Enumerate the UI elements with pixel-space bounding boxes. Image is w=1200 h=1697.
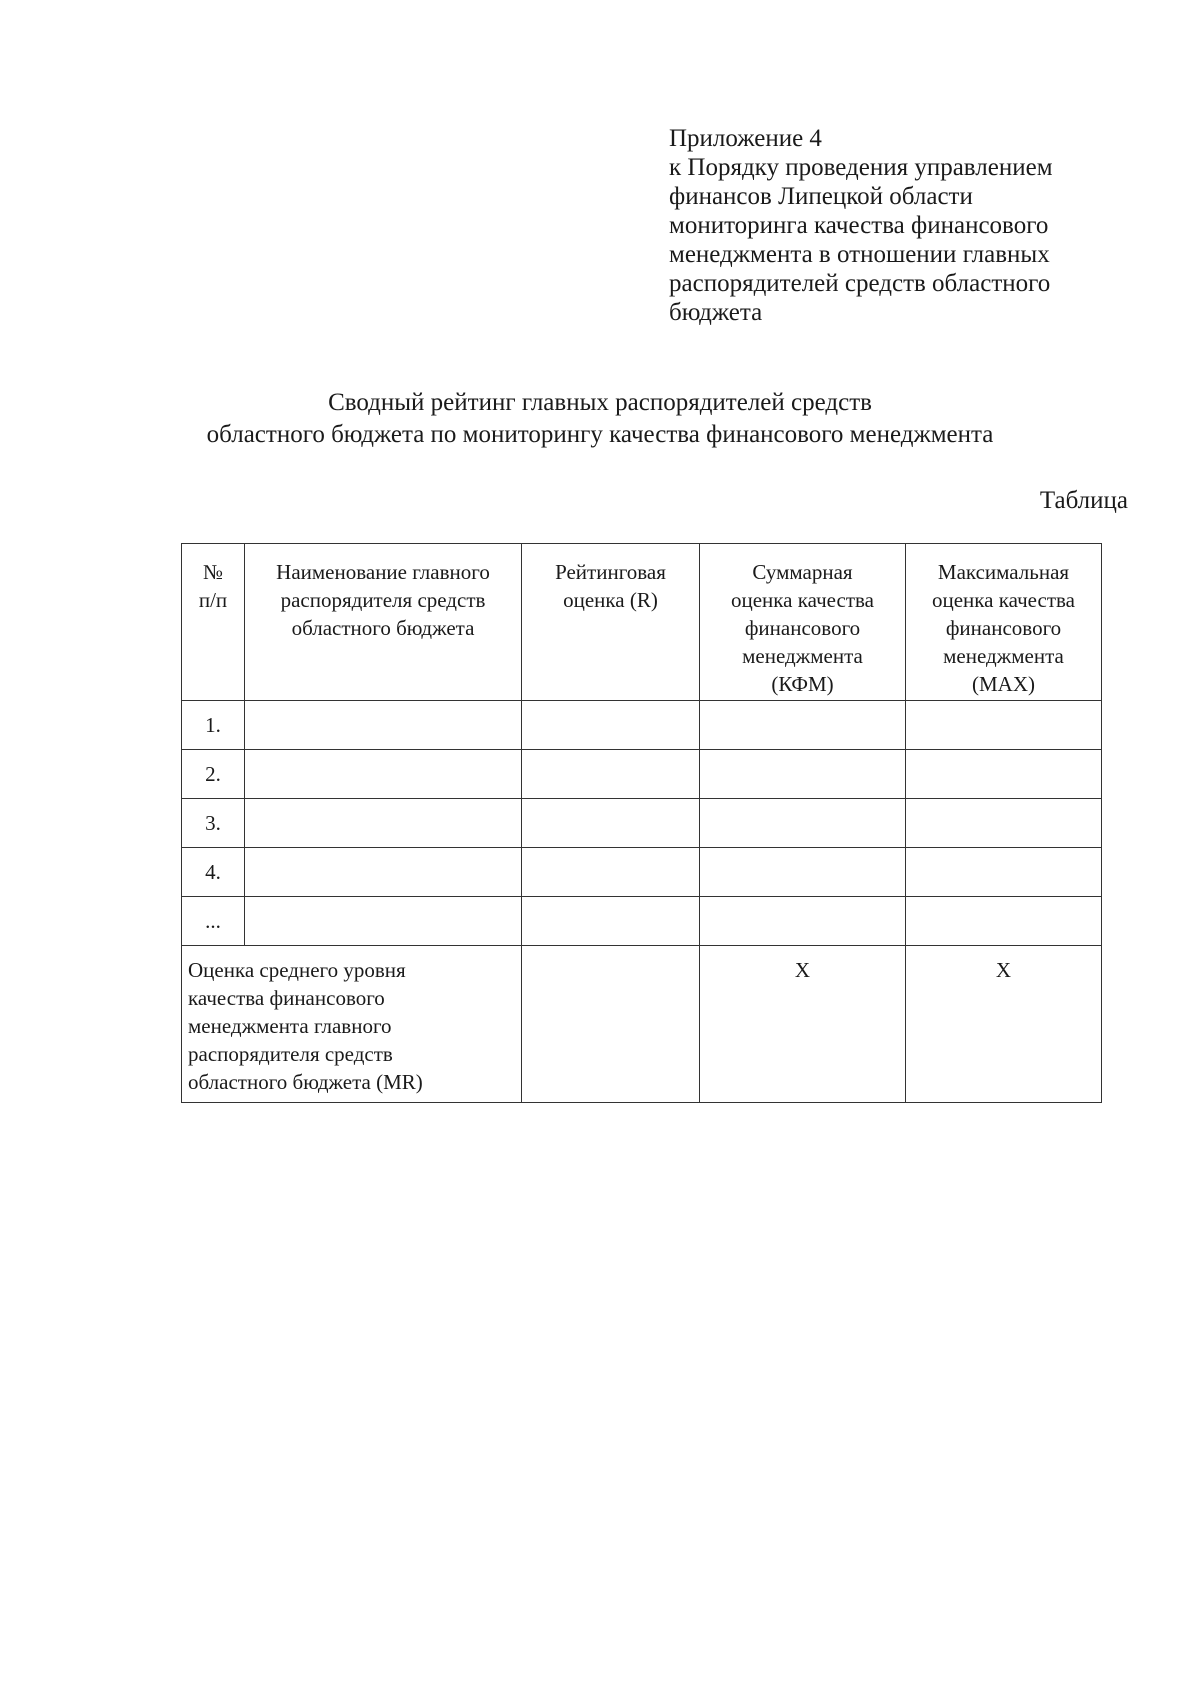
row-kfm-cell (700, 897, 906, 946)
row-max-cell (906, 701, 1102, 750)
header-line: областного бюджета (291, 616, 475, 640)
title-line-1: Сводный рейтинг главных распорядителей средств (328, 389, 872, 416)
table-footer-row (182, 946, 1102, 1103)
annex-line: менеджмента в отношении главных (669, 241, 1050, 268)
header-line: финансового (744, 616, 861, 640)
header-line: № (202, 560, 224, 584)
header-line: Рейтинговая (555, 560, 666, 584)
row-name-cell (245, 848, 522, 897)
annex-line: Приложение 4 (669, 125, 822, 152)
table-row (182, 799, 1102, 848)
row-max-cell (906, 848, 1102, 897)
table-label: Таблица (1039, 487, 1128, 514)
table-row (182, 701, 1102, 750)
row-number: 3. (182, 799, 245, 848)
row-name-cell (245, 799, 522, 848)
row-name-cell (245, 897, 522, 946)
footer-label-line: Оценка среднего уровня (188, 958, 406, 982)
row-max-cell (906, 799, 1102, 848)
row-max-cell (906, 750, 1102, 799)
annex-block (669, 124, 1169, 327)
table-row (182, 848, 1102, 897)
row-kfm-cell (700, 799, 906, 848)
header-rating (522, 544, 700, 701)
footer-label-line: менеджмента главного (188, 1014, 392, 1038)
footer-rating-cell (522, 946, 700, 1103)
footer-max-cell: X (906, 946, 1102, 1103)
row-kfm-cell (700, 750, 906, 799)
footer-label-cell (182, 946, 522, 1103)
header-line: оценка качества (932, 588, 1075, 612)
footer-kfm-cell: X (700, 946, 906, 1103)
row-rating-cell (522, 897, 700, 946)
footer-label-line: качества финансового (188, 986, 385, 1010)
header-line: распорядителя средств (280, 588, 486, 612)
header-kfm (700, 544, 906, 701)
header-line: Максимальная (937, 560, 1070, 584)
row-number: ... (182, 897, 245, 946)
row-rating-cell (522, 848, 700, 897)
header-name (245, 544, 522, 701)
header-line: (КФМ) (771, 672, 834, 696)
row-kfm-cell (700, 848, 906, 897)
row-max-cell (906, 897, 1102, 946)
header-line: менеджмента (943, 644, 1064, 668)
annex-line: мониторинга качества финансового (669, 212, 1049, 239)
row-number: 4. (182, 848, 245, 897)
annex-line: к Порядку проведения управлением (669, 154, 1053, 181)
row-rating-cell (522, 750, 700, 799)
header-line: финансового (945, 616, 1062, 640)
footer-label-line: распорядителя средств (188, 1042, 393, 1066)
annex-line: бюджета (669, 299, 763, 326)
table-header-row (182, 544, 1102, 701)
header-line: п/п (198, 588, 228, 612)
header-line: менеджмента (742, 644, 863, 668)
title-line-2: областного бюджета по мониторингу качества финансового менеджмента (206, 421, 994, 448)
annex-line: распорядителей средств областного (669, 270, 1051, 297)
header-line: оценка (R) (563, 588, 658, 612)
row-name-cell (245, 750, 522, 799)
rating-table (181, 543, 1102, 1103)
header-line: (MAX) (972, 672, 1035, 696)
annex-line: финансов Липецкой области (669, 183, 973, 210)
header-line: Суммарная (752, 560, 853, 584)
header-number (182, 544, 245, 701)
row-rating-cell (522, 701, 700, 750)
document-title (150, 387, 1050, 451)
row-name-cell (245, 701, 522, 750)
table-row (182, 750, 1102, 799)
row-kfm-cell (700, 701, 906, 750)
row-number: 1. (182, 701, 245, 750)
table-row (182, 897, 1102, 946)
row-number: 2. (182, 750, 245, 799)
header-line: оценка качества (731, 588, 874, 612)
row-rating-cell (522, 799, 700, 848)
header-max (906, 544, 1102, 701)
footer-label-line: областного бюджета (MR) (188, 1070, 423, 1094)
header-line: Наименование главного (276, 560, 490, 584)
